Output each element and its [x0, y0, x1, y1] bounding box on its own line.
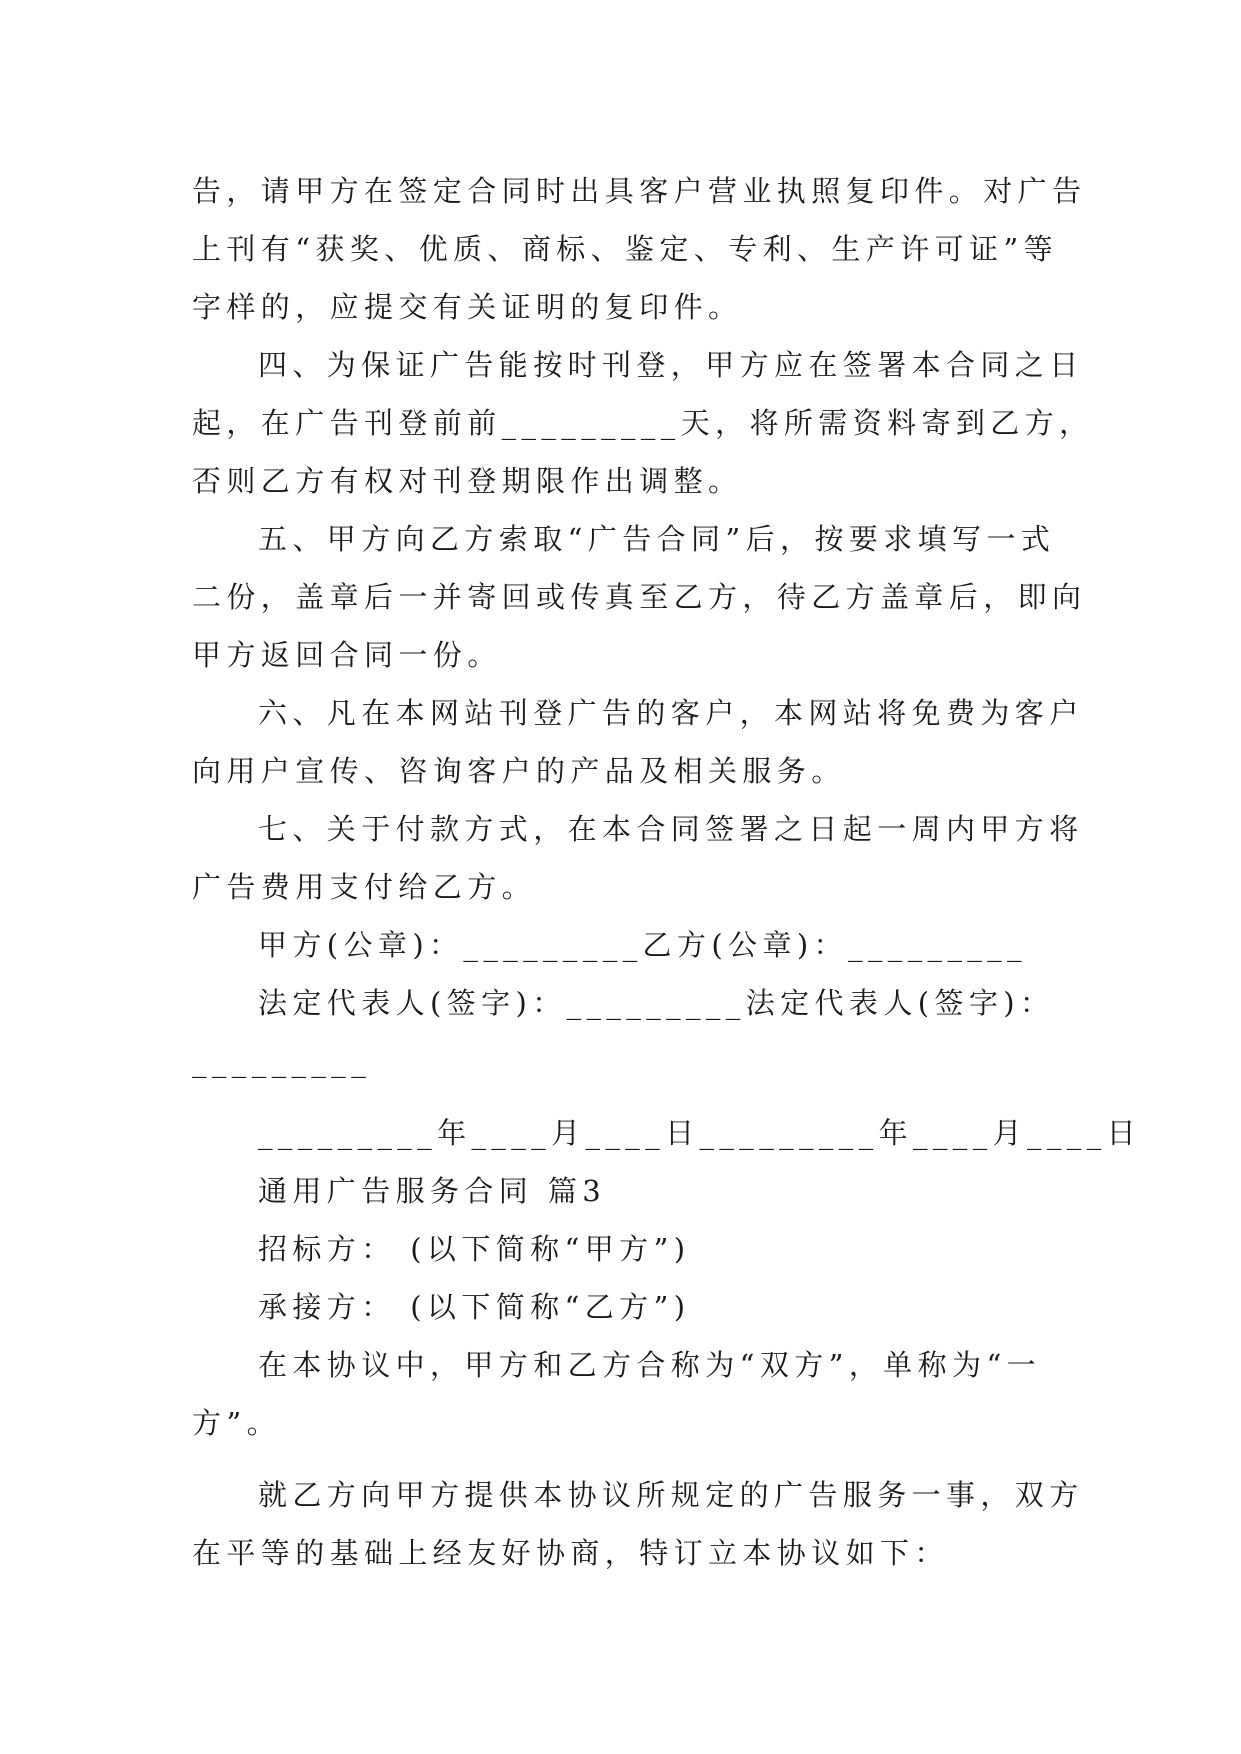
text-line: 广告费用支付给乙方。	[192, 870, 537, 904]
legal-representative-line: 法定代表人(签字)：_________法定代表人(签字)：	[258, 986, 1055, 1020]
text-line: 方”。	[192, 1406, 282, 1440]
text-line: 起，在广告刊登前前_________天，将所需资料寄到乙方，	[192, 406, 1094, 440]
text-line: 字样的，应提交有关证明的复印件。	[192, 290, 743, 324]
date-line: _________年____月____日_________年____月____日	[258, 1116, 1141, 1150]
text-line: 否则乙方有权对刊登期限作出调整。	[192, 464, 743, 498]
clause-seven-line: 七、关于付款方式，在本合同签署之日起一周内甲方将	[258, 812, 1084, 846]
contracting-party-line: 承接方： (以下简称“乙方”)	[258, 1290, 691, 1324]
text-line: 二份，盖章后一并寄回或传真至乙方，待乙方盖章后，即向	[192, 580, 1087, 614]
clause-four-line: 四、为保证广告能按时刊登，甲方应在签署本合同之日	[258, 348, 1084, 382]
document-body	[192, 162, 1141, 1582]
text-line: 在平等的基础上经友好协商，特订立本协议如下：	[192, 1536, 949, 1570]
parties-definition-line: 在本协议中，甲方和乙方合称为“双方”，单称为“一	[258, 1348, 1042, 1382]
clause-six-line: 六、凡在本网站刊登广告的客户，本网站将免费为客户	[258, 696, 1084, 730]
section-heading: 通用广告服务合同 篇3	[258, 1174, 607, 1208]
agreement-intro-line: 就乙方向甲方提供本协议所规定的广告服务一事，双方	[258, 1478, 1084, 1512]
tendering-party-line: 招标方： (以下简称“甲方”)	[258, 1232, 691, 1266]
company-seal-line: 甲方(公章)：_________乙方(公章)：_________	[258, 928, 1028, 962]
text-line: 告，请甲方在签定合同时出具客户营业执照复印件。对广告	[192, 174, 1087, 208]
text-line: 向用户宣传、咨询客户的产品及相关服务。	[192, 754, 846, 788]
signature-blank-line: _________	[192, 1044, 372, 1078]
text-line: 甲方返回合同一份。	[192, 638, 502, 672]
text-line: 上刊有“获奖、优质、商标、鉴定、专利、生产许可证”等	[192, 232, 1059, 266]
clause-five-line: 五、甲方向乙方索取“广告合同”后，按要求填写一式	[258, 522, 1056, 556]
